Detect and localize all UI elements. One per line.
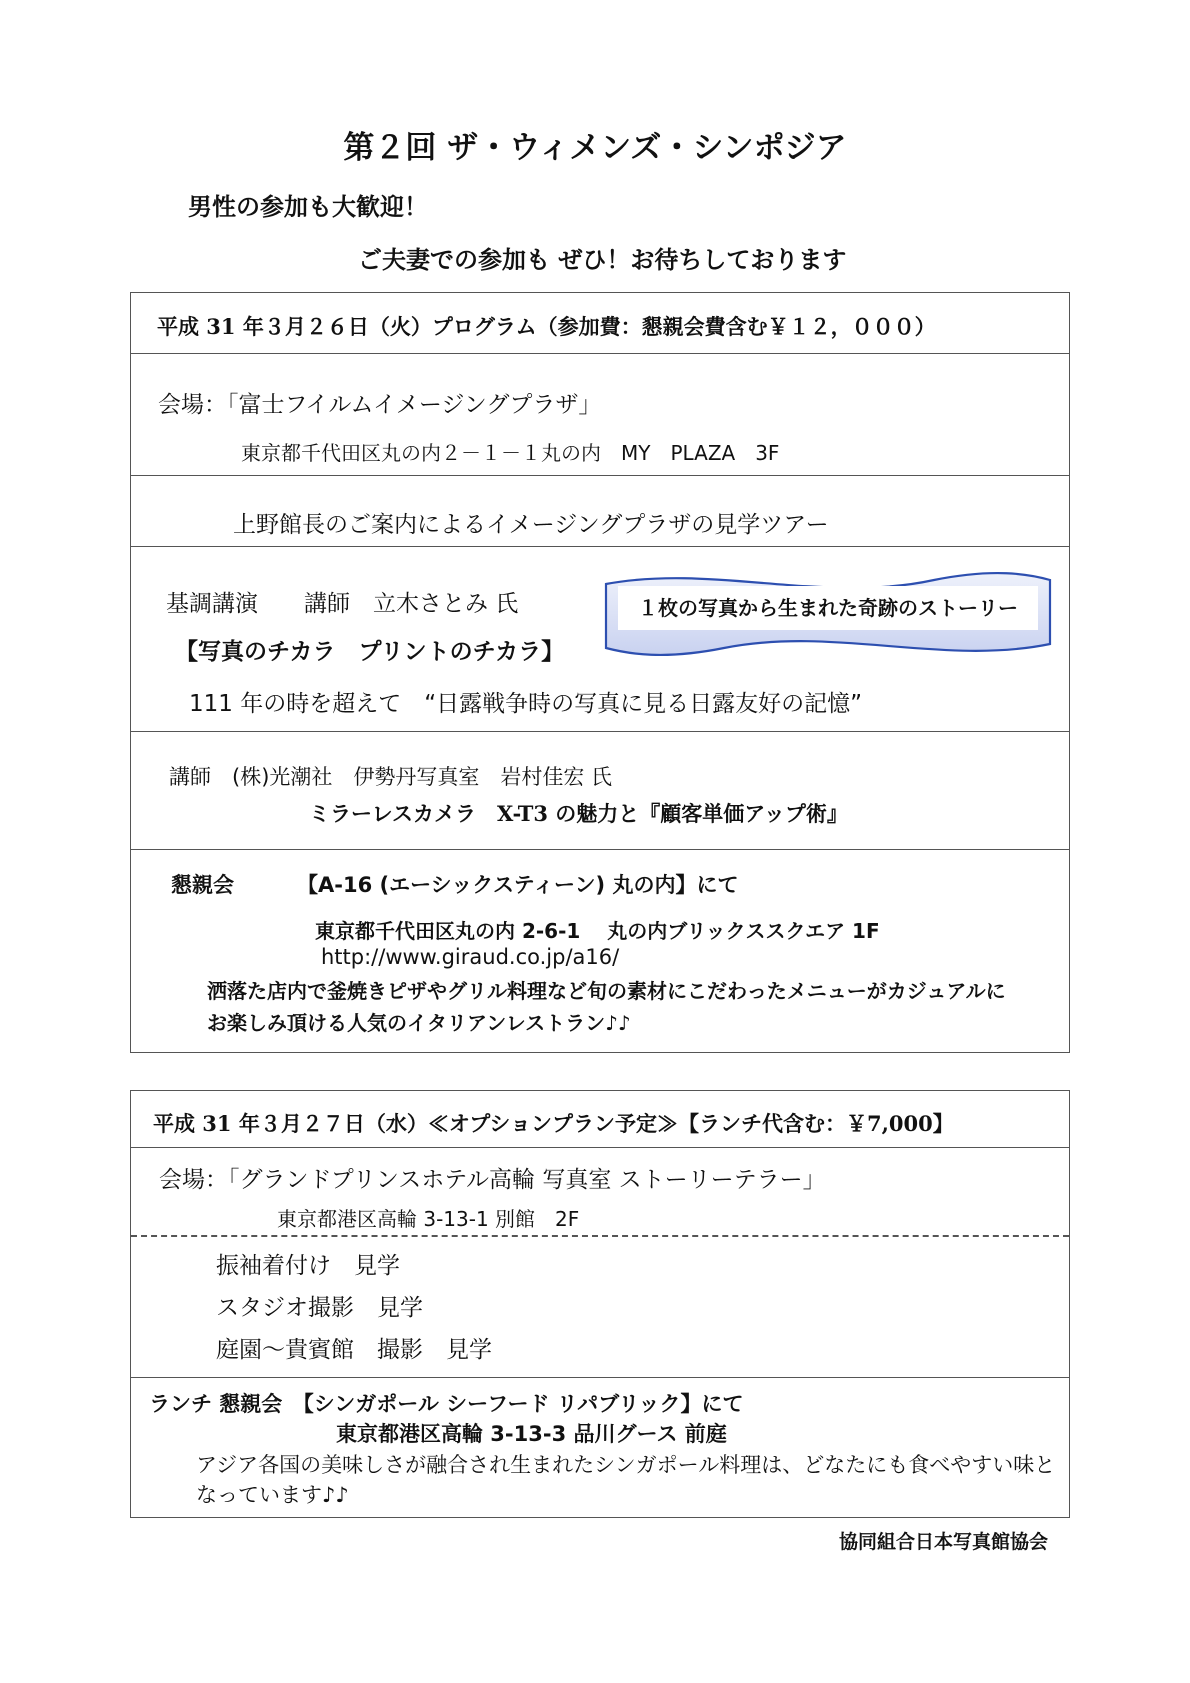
day1-venue-address: 東京都千代田区丸の内２－１－１丸の内 MY PLAZA 3F	[241, 441, 780, 465]
story-ribbon-banner	[604, 570, 1052, 658]
divider	[131, 1377, 1069, 1378]
divider	[131, 1147, 1069, 1148]
divider	[131, 546, 1069, 547]
page-title: 第２回 ザ・ウィメンズ・シンポジア	[343, 130, 847, 166]
lecture-label: 講師 (株)光潮社 伊勢丹写真室 岩村佳宏 氏	[169, 765, 613, 789]
tour-item: 庭園～貴賓館 撮影 見学	[216, 1337, 492, 1363]
day1-tour: 上野館長のご案内によるイメージングプラザの見学ツアー	[233, 512, 829, 538]
divider	[131, 731, 1069, 732]
day2-program-box	[130, 1090, 1070, 1518]
day2-venue-label: 会場：「グランドプリンスホテル高輪 写真室 ストーリーテラー」	[159, 1167, 826, 1193]
party-label: 懇親会	[171, 873, 234, 897]
day1-program-box	[130, 292, 1070, 1053]
divider	[131, 849, 1069, 850]
ribbon-text: １枚の写真から生まれた奇跡のストーリー	[638, 596, 1018, 620]
tour-item: スタジオ撮影 見学	[216, 1295, 423, 1321]
day2-venue-address: 東京都港区高輪 3-13-1 別館 2F	[277, 1207, 580, 1231]
divider	[131, 475, 1069, 476]
dashed-divider	[131, 1235, 1069, 1237]
party-place: 【A-16 (エーシックスティーン) 丸の内】にて	[297, 873, 739, 897]
subtitle-men-welcome: 男性の参加も大歓迎！	[188, 192, 428, 221]
divider	[131, 353, 1069, 354]
party-description-line2: お楽しみ頂ける人気のイタリアンレストラン♪♪	[207, 1011, 631, 1035]
subtitle-couples-welcome: ご夫妻での参加も ぜひ！お待ちしております	[358, 245, 847, 274]
party-url: http://www.giraud.co.jp/a16/	[321, 945, 620, 969]
lunch-description-line2: なっています♪♪	[196, 1483, 349, 1507]
keynote-label: 基調講演 講師 立木さとみ 氏	[166, 591, 519, 617]
keynote-subtitle: 111 年の時を超えて “日露戦争時の写真に見る日露友好の記憶”	[189, 691, 863, 717]
lunch-label: ランチ 懇親会 【シンガポール シーフード リパブリック】にて	[149, 1392, 744, 1416]
day1-heading: 平成 31 年３月２６日（火）プログラム（参加費：懇親会費含む￥１２，０００）	[157, 314, 936, 339]
party-description-line1: 洒落た店内で釜焼きピザやグリル料理など旬の素材にこだわったメニューがカジュアルに	[207, 979, 1006, 1003]
organization-name: 協同組合日本写真館協会	[839, 1531, 1049, 1553]
day1-venue-label: 会場：「富士フイルムイメージングプラザ」	[158, 392, 602, 418]
party-address: 東京都千代田区丸の内 2-6-1 丸の内ブリックススクエア 1F	[315, 919, 880, 943]
day2-heading: 平成 31 年３月２７日（水）≪オプションプラン予定≫【ランチ代含む：￥7,000】	[153, 1111, 954, 1136]
lecture-title: ミラーレスカメラ X-T3 の魅力と『顧客単価アップ術』	[309, 801, 848, 826]
keynote-title: 【写真のチカラ プリントのチカラ】	[175, 639, 565, 665]
lunch-address: 東京都港区高輪 3-13-3 品川グース 前庭	[336, 1422, 727, 1446]
lunch-description-line1: アジア各国の美味しさが融合され生まれたシンガポール料理は、どなたにも食べやすい味と	[196, 1453, 1056, 1477]
tour-item: 振袖着付け 見学	[216, 1253, 400, 1279]
